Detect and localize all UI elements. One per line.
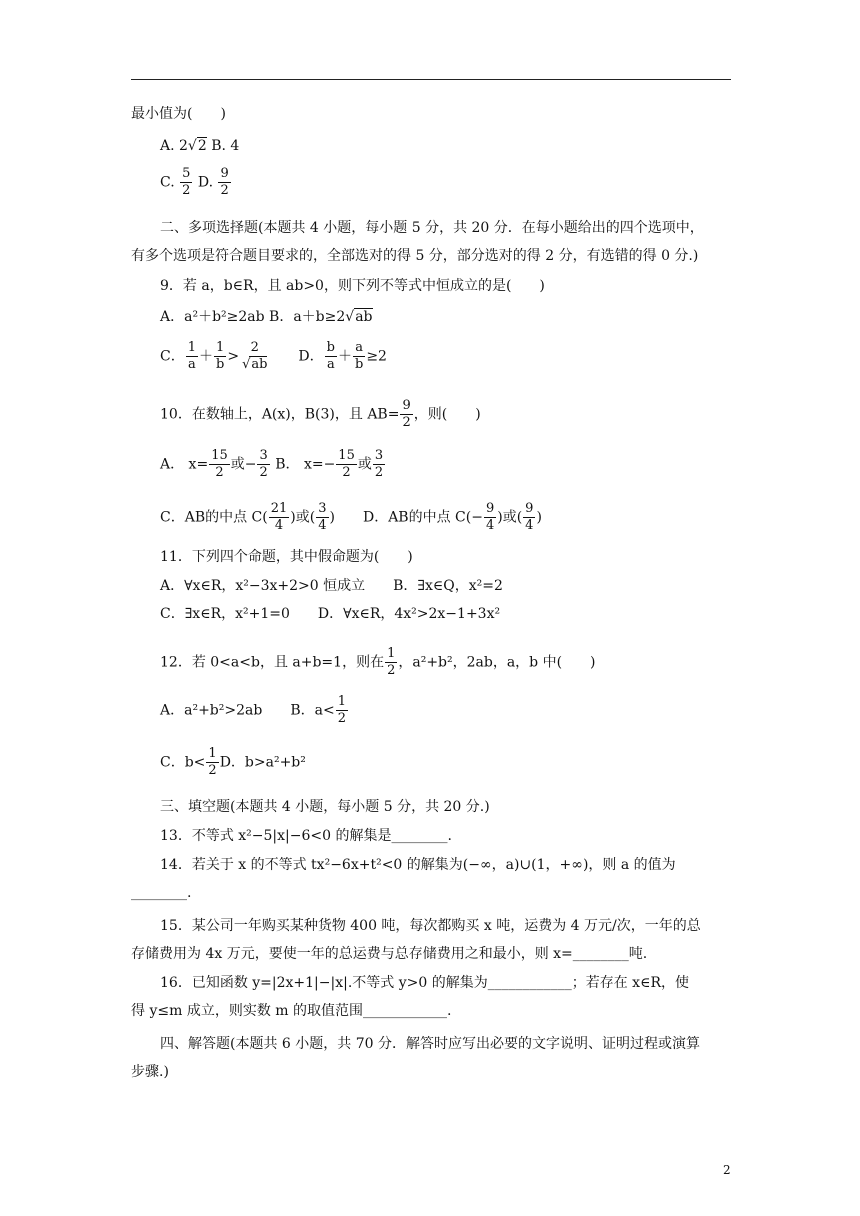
question-14: 14．若关于 x 的不等式 tx²−6x+t²<0 的解集为(−∞，a)∪(1，+∞)，则 a 的值为 xyxy=(160,857,676,873)
question-9: 9．若 a，b∈R，且 ab>0，则下列不等式中恒成立的是( ) xyxy=(160,278,545,294)
options-line: A．a²+b²>2ab B．a< $\frac{1}{2}$ xyxy=(160,694,346,726)
question-16: 16．已知函数 y=|2x+1|−|x|.不等式 y>0 的解集为____________；若存在 x∈R，使 xyxy=(160,975,689,991)
text-line: 存储费用为 4x 万元，要使一年的总运费与总存储费用之和最小，则 x=________吨. xyxy=(131,946,648,962)
question-12: 12．若 0<a<b，且 a+b=1，则在 $\frac{1}{2}$ ，a²+b²，2ab，a，b 中( ) xyxy=(160,646,596,678)
options-line: A. 2√2 B. 4 xyxy=(160,138,240,154)
question-15: 15．某公司一年购买某种货物 400 吨，每次都购买 x 吨，运费为 4 万元/次，一年的总 xyxy=(160,918,701,934)
text-line: 有多个选项是符合题目要求的，全部选对的得 5 分，部分选对的得 2 分，有选错的得 0 分.) xyxy=(131,248,699,264)
options-line: C．AB的中点 C( $\frac{21}{4}$ )或( $\frac{3}{4}$ ) D．AB的中点 C(− $\frac{9}{4}$ )或( $\frac{9}{4}$ ) xyxy=(160,501,542,533)
page-number: 2 xyxy=(723,1163,731,1177)
section-heading: 二、多项选择题(本题共 4 小题，每小题 5 分，共 20 分．在每小题给出的四个选项中， xyxy=(160,220,704,236)
text-line: ________. xyxy=(131,885,192,901)
options-line: C． $\frac{1}{a}$ ＋ $\frac{1}{b}$ > $\frac{2}{√ab}$ D． $\frac{b}{a}$ ＋ $\frac{a}{b}$ ≥2 xyxy=(160,340,387,372)
options-line: A．a²＋b²≥2ab B．a＋b≥2√ab xyxy=(160,309,373,325)
question-10: 10．在数轴上，A(x)，B(3)，且 AB= $\frac{9}{2}$ ，则( ) xyxy=(160,398,481,430)
text-line: 步骤.) xyxy=(131,1064,169,1080)
section-heading: 四、解答题(本题共 6 小题，共 70 分．解答时应写出必要的文字说明、证明过程或演算 xyxy=(160,1036,700,1052)
question-13: 13．不等式 x²−5|x|−6<0 的解集是________. xyxy=(160,828,452,844)
text-line: 最小值为( ) xyxy=(131,106,226,122)
options-line: C. $\frac{5}{2}$ D. $\frac{9}{2}$ xyxy=(160,166,229,198)
question-11: 11．下列四个命题，其中假命题为( ) xyxy=(160,549,413,565)
options-line: C．∃x∈R，x²+1=0 D．∀x∈R，4x²>2x−1+3x² xyxy=(160,606,501,622)
header-rule xyxy=(131,79,731,80)
text-line: 得 y≤m 成立，则实数 m 的取值范围____________. xyxy=(131,1003,452,1019)
options-line: A． x= $\frac{15}{2}$ 或− $\frac{3}{2}$ B． x=− $\frac{15}{2}$ 或 $\frac{3}{2}$ xyxy=(160,448,384,480)
options-line: C．b< $\frac{1}{2}$ D．b>a²+b² xyxy=(160,746,306,778)
options-line: A．∀x∈R，x²−3x+2>0 恒成立 B．∃x∈Q，x²=2 xyxy=(160,578,503,594)
section-heading: 三、填空题(本题共 4 小题，每小题 5 分，共 20 分.) xyxy=(160,799,490,815)
